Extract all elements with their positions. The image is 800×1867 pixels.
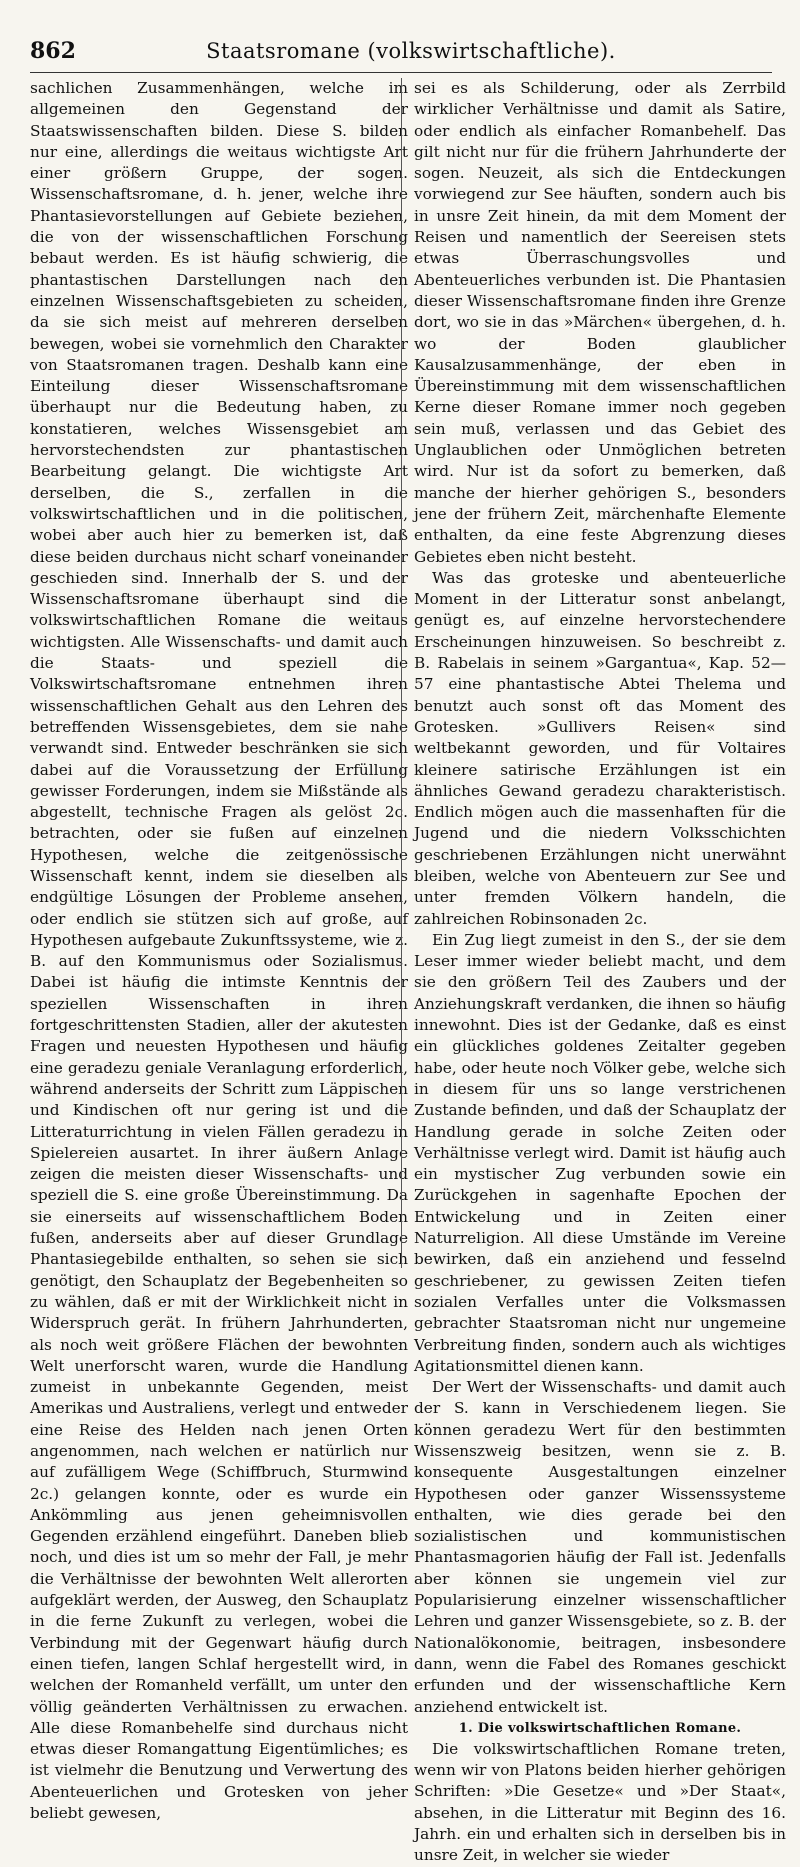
paragraph: sachlichen Zusammenhängen, welche im allgemeinen den Gegenstand der Staatswissenschaften bilden. Diese S. bilden nur eine, allerdings die weitaus wichtigste Art einer größern Gruppe, der sogen. Wissenschaftsromane, d. h. jener, welche ihre Phantasievorstellungen auf Gebiete beziehen, die von der wissenschaftlichen Forschung bebaut werden. Es ist häufig schwierig, die phantastischen Darstellungen nach den einzelnen Wissenschaftsgebieten zu scheiden, da sie sich meist auf mehreren derselben bewegen, wobei sie vornehmlich den Charakter von Staatsromanen tragen. Deshalb kann eine Einteilung dieser Wissenschaftsromane überhaupt nur die Bedeutung haben, zu konstatieren, welches Wissensgebiet am hervorstechendsten zur phantastischen Bearbeitung gelangt. Die wichtigste Art derselben, die S., zerfallen in die volkswirtschaftlichen und in die politischen, wobei aber auch hier zu bemerken ist, daß diese beiden durchaus nicht scharf voneinander geschieden sind. Innerhalb der S. und der Wissenschaftsromane überhaupt sind die volkswirtschaftlichen Romane die weitaus wichtigsten. Alle Wissenschafts- und damit auch die Staats- und speziell die Volkswirtschaftsromane entnehmen ihren wissenschaftlichen Gehalt aus den Lehren des betreffenden Wissensgebietes, dem sie nahe verwandt sind. Entweder beschränken sie sich dabei auf die Voraussetzung der Erfüllung gewisser Forderungen, indem sie Mißstände als abgestellt, technische Fragen als gelöst 2c. betrachten, oder sie fußen auf einzelnen Hypothesen, welche die zeitgenössische Wissenschaft kennt, indem sie dieselben als endgültige Lösungen der Probleme ansehen, oder endlich sie stützen sich auf große, auf Hypothesen aufgebaute Zukunftssysteme, wie z. B. auf den Kommunismus oder Sozialismus. Dabei ist häufig die intimste Kenntnis der speziellen Wissenschaften in ihren fortgeschrittensten Stadien, aller der akutesten Fragen und neuesten Hypothesen und häufig eine geradezu geniale Veranlagung erforderlich, während anderseits der Schritt zum Läppischen und Kindischen oft nur gering ist und die Litteraturrichtung in vielen Fällen geradezu in Spielereien ausartet. In ihrer äußern Anlage zeigen die meisten dieser Wissenschafts- und speziell die S. eine große Übereinstimmung. Da sie einerseits auf wissenschaftlichem Boden fußen, anderseits aber auf dieser Grundlage Phantasiegebilde enthalten, so sehen sie sich genötigt, den Schauplatz der Begebenheiten so zu wählen, daß er mit der Wirklichkeit nicht in Widerspruch gerät. In frühern Jahrhunderten, als noch weit größere Flächen der bewohnten Welt unerforscht waren, wurde die Handlung zumeist in unbekannte Gegenden, meist Amerikas und Australiens, verlegt und entweder eine Reise des Helden nach jenen Orten angenommen, nach welchen er natürlich nur auf zufälligem Wege (Schiffbruch, Sturmwind 2c.) gelangen konnte, oder es wurde ein Ankömmling aus jenen geheimnisvollen Gegenden erzählend eingeführt. Daneben blieb noch, und dies ist um so mehr der Fall, je mehr die Verhältnisse der bewohnten Welt allerorten aufgeklärt werden, der Ausweg, den Schauplatz in die ferne Zukunft zu verlegen, wobei die Verbindung mit der Gegenwart häufig durch einen tiefen, langen Schlaf hergestellt wird, in welchen der Romanheld verfällt, um unter den völlig geänderten Verhältnissen zu erwachen. Alle diese Romanbehelfe sind durchaus nicht etwas dieser Romangattung Eigentümliches; es ist vielmehr die Benutzung und Verwertung des Abenteuerlichen und Grotesken von jeher beliebt gewesen,	[30, 79, 408, 1823]
paragraph: Die volkswirtschaftlichen Romane treten, wenn wir von Platons beiden hierher gehörigen Schriften: »Die Gesetze« und »Der Staat«, absehen, in die Litteratur mit Beginn des 16. Jahrh. ein und erhalten sich in derselben bis in unsre Zeit, in welcher sie wieder	[414, 1739, 786, 1865]
paragraph: Ein Zug liegt zumeist in den S., der sie dem Leser immer wieder beliebt macht, und dem sie den größern Teil des Zaubers und der Anziehungskraft verdanken, die ihnen so häufig innewohnt. Dies ist der Gedanke, daß es einst ein glückliches goldenes Zeitalter gegeben habe, oder heute noch Völker gebe, welche sich in diesem für uns so lange verstrichenen Zustande befinden, und daß der Schauplatz der Handlung gerade in solche Zeiten oder Verhältnisse verlegt wird. Damit ist häufig auch ein mystischer Zug verbunden sowie ein Zurückgehen in sagenhafte Epochen der Entwickelung und in Zeiten einer Naturreligion. All diese Umstände im Vereine bewirken, daß ein anziehend und fesselnd geschriebener, zu gewissen Zeiten tiefen sozialen Verfalles unter die Volksmassen gebrachter Staatsroman nicht nur ungemeine Verbreitung finden, sondern auch als wichtiges Agitationsmittel dienen kann.	[414, 930, 786, 1375]
left-column	[30, 78, 408, 1824]
paragraph: sei es als Schilderung, oder als Zerrbild wirklicher Verhältnisse und damit als Satire, oder endlich als einfacher Romanbehelf. Das gilt nicht nur für die frühern Jahrhunderte der sogen. Neuzeit, als sich die Entdeckungen vorwiegend zur See häuften, sondern auch bis in unsre Zeit hinein, da mit dem Moment der Reisen und namentlich der Seereisen stets etwas Überraschungsvolles und Abenteuerliches verbunden ist. Die Phantasien dieser Wissenschaftsromane finden ihre Grenze dort, wo sie in das »Märchen« übergehen, d. h. wo der Boden glaublicher Kausalzusammenhänge, der eben in Übereinstimmung mit dem wissenschaftlichen Kerne dieser Romane immer noch gegeben sein muß, verlassen und das Gebiet des Unglaublichen oder Unmöglichen betreten wird. Nur ist da sofort zu bemerken, daß manche der hierher gehörigen S., besonders jene der frühern Zeit, märchenhafte Elemente enthalten, da eine feste Abgrenzung dieses Gebietes eben nicht besteht.	[414, 79, 786, 566]
section-heading: 1. Die volkswirtschaftlichen Romane.	[458, 1720, 742, 1736]
paragraph: Der Wert der Wissenschafts- und damit auch der S. kann in Verschiedenem liegen. Sie können geradezu Wert für den bestimmten Wissenszweig besitzen, wenn sie z. B. konsequente Ausgestaltungen einzelner Hypothesen oder ganzer Wissenssysteme enthalten, wie dies gerade bei den sozialistischen und kommunistischen Phantasmagorien häufig der Fall ist. Jedenfalls aber können sie ungemein viel zur Popularisierung einzelner wissenschaftlicher Lehren und ganzer Wissensgebiete, so z. B. der Nationalökonomie, beitragen, insbesondere dann, wenn die Fabel des Romanes geschickt erfunden und der wissenschaftliche Kern anziehend entwickelt ist.	[414, 1378, 786, 1716]
page-number: 862	[30, 38, 76, 64]
right-column	[414, 78, 786, 1867]
running-head: Staatsromane (volkswirtschaftliche).	[206, 39, 616, 63]
column-divider	[401, 78, 402, 1268]
header-rule	[30, 72, 772, 73]
page-header	[30, 38, 772, 66]
paragraph: Was das groteske und abenteuerliche Moment in der Litteratur sonst anbelangt, genügt es, auf einzelne hervorstechendere Erscheinungen hinzuweisen. So beschreibt z. B. Rabelais in seinem »Gargantua«, Kap. 52—57 eine phantastische Abtei Thelema und benutzt auch sonst oft das Moment des Grotesken. »Gullivers Reisen« sind weltbekannt geworden, und für Voltaires kleinere satirische Erzählungen ist ein ähnliches Gewand geradezu charakteristisch. Endlich mögen auch die massenhaften für die Jugend und die niedern Volksschichten geschriebenen Erzählungen nicht unerwähnt bleiben, welche von Abenteuern zur See und unter fremden Völkern handeln, die zahlreichen Robinsonaden 2c.	[414, 568, 786, 928]
